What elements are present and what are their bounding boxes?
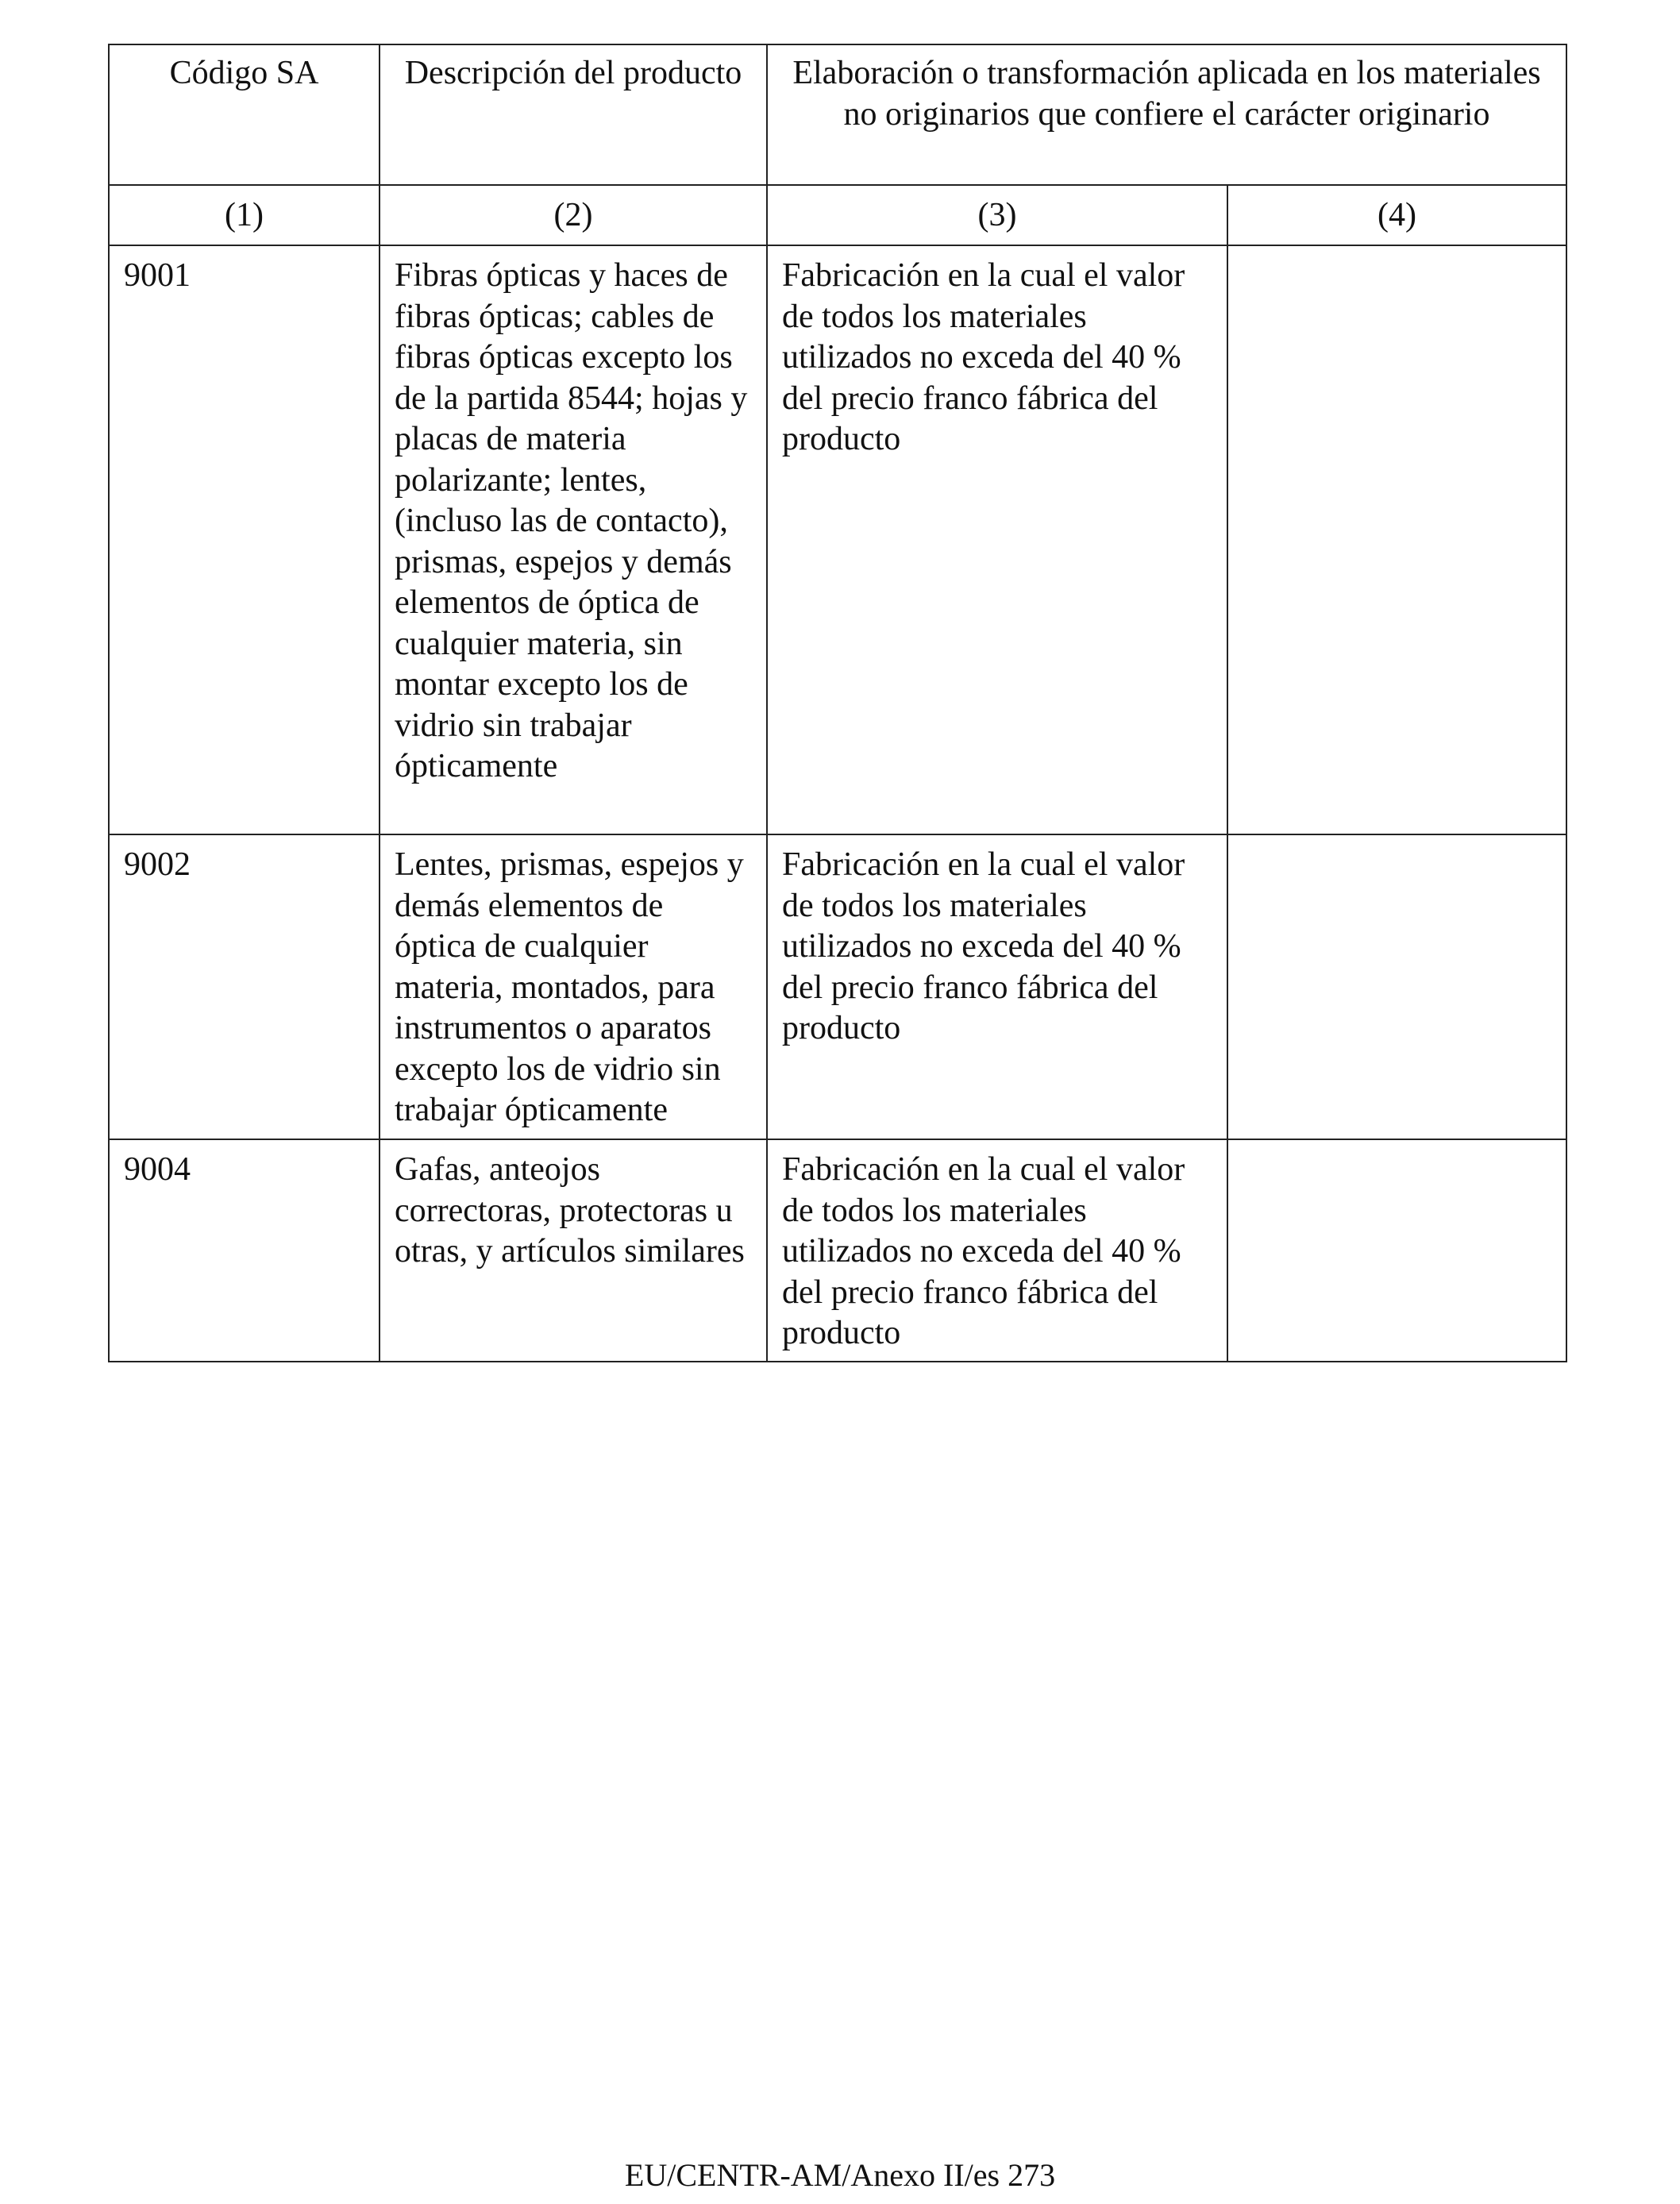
table-row	[109, 1139, 1566, 1362]
column-number-1: (1)	[109, 185, 380, 245]
header-row	[109, 44, 1566, 185]
cell-rule: Fabricación en la cual el valor de todos los materiales utilizados no exceda del 40 % del precio franco fábrica del producto	[767, 834, 1227, 1139]
cell-description: Gafas, anteojos correctoras, protectoras u otras, y artículos similares	[380, 1139, 767, 1362]
cell-rule: Fabricación en la cual el valor de todos los materiales utilizados no exceda del 40 % del precio franco fábrica del producto	[767, 1139, 1227, 1362]
cell-code: 9002	[109, 834, 380, 1139]
cell-alt-rule	[1227, 834, 1566, 1139]
cell-description: Lentes, prismas, espejos y demás elementos de óptica de cualquier materia, montados, para instrumentos o aparatos excepto los de vidrio sin trabajar ópticamente	[380, 834, 767, 1139]
cell-code: 9004	[109, 1139, 380, 1362]
table-row	[109, 834, 1566, 1139]
cell-rule: Fabricación en la cual el valor de todos los materiales utilizados no exceda del 40 % del precio franco fábrica del producto	[767, 245, 1227, 834]
table-row	[109, 245, 1566, 834]
origin-rules-table	[108, 44, 1567, 1362]
column-number-2: (2)	[380, 185, 767, 245]
column-number-row	[109, 185, 1566, 245]
header-description: Descripción del producto	[380, 44, 767, 185]
cell-alt-rule	[1227, 245, 1566, 834]
cell-code: 9001	[109, 245, 380, 834]
column-number-4: (4)	[1227, 185, 1566, 245]
column-number-3: (3)	[767, 185, 1227, 245]
page-footer-reference: EU/CENTR-AM/Anexo II/es 273	[624, 2157, 1056, 2193]
cell-alt-rule	[1227, 1139, 1566, 1362]
cell-description: Fibras ópticas y haces de fibras ópticas; cables de fibras ópticas excepto los de la partida 8544; hojas y placas de materia polarizante; lentes, (incluso las de contacto), prismas, espejos y demás elementos de óptica de cualquier materia, sin montar excepto los de vidrio sin trabajar ópticamente	[380, 245, 767, 834]
header-processing: Elaboración o transformación aplicada en los materiales no originarios que confiere el carácter originario	[767, 44, 1566, 185]
header-code: Código SA	[109, 44, 380, 185]
